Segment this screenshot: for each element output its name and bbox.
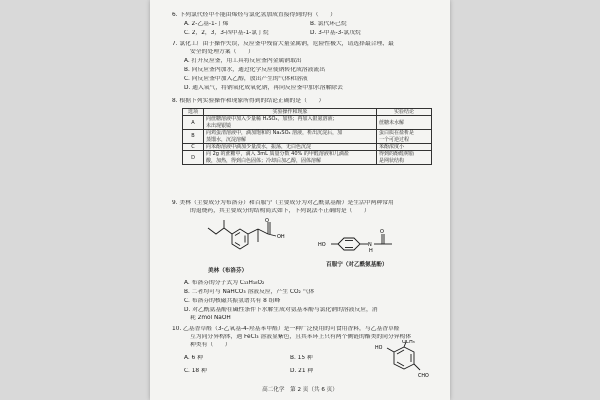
table-header-option: 选项: [183, 109, 204, 116]
q9-option-d-line1: D. 对乙酰氨基酚在碱性条件下水解生成对氨基苯酚与氯化钠的溶液反应，消: [184, 307, 378, 313]
ibuprofen-label: 美林（布洛芬）: [208, 268, 248, 274]
ibuprofen-structure: [202, 218, 312, 264]
ethyl-vanillin-ho-group: HO: [375, 346, 383, 351]
table-row: [183, 144, 432, 151]
q7-option-b: B. 向反应釜内加水，通过化学反应使钠转化成溶液流出: [184, 67, 325, 73]
page-footer: 高二化学 第 2 页（共 6 页）: [262, 387, 338, 393]
row-operation: 向蔗糖溶液中加入少量稀 H₂SO₄，加热；再加入银氨溶液； 未出现银镜: [204, 116, 377, 130]
row-operation: 向苯酚溶液中滴加少量溴水，振荡，无白色沉淀: [204, 144, 377, 151]
q7-option-a: A. 打开反应釜，用工具将反应釜内金属钠取出: [184, 58, 302, 64]
row-conclusion: 得到的酚醛树脂 是网状结构: [377, 151, 432, 165]
row-option: B: [183, 130, 204, 144]
q7-stem-line2: 安全的处理方案（ ）: [190, 49, 254, 55]
q9-option-d-line2: 耗 2mol NaOH: [190, 315, 231, 321]
paracetamol-ho-group: HO: [318, 242, 326, 248]
q9-option-a: A. 布洛芬的分子式为 C₁₃H₁₈O₂: [184, 280, 265, 286]
table-header-row: [183, 109, 432, 116]
q7-option-c: C. 向反应釜中加入乙醇，放出产生的气体和溶液: [184, 76, 308, 82]
paracetamol-o-atom: O: [380, 229, 384, 235]
q10-stem-line3: 种类有（ ）: [190, 342, 231, 348]
q10-stem-line2: 互为同分异构体，遇 FeCl₃ 溶液显紫色，且其苯环上只有两个侧链的酯类的同分异构体: [190, 334, 412, 340]
table-header-conclusion: 实验结论: [377, 109, 432, 116]
ethyl-vanillin-structure: [372, 340, 436, 384]
q10-option-d: D. 21 种: [290, 368, 314, 374]
row-conclusion: 苯酚浓度小: [377, 144, 432, 151]
table-row: [183, 130, 432, 144]
paracetamol-n-atom: N: [368, 242, 372, 248]
q9-option-b: B. 二者均可与 NaHCO₃ 溶液反应，产生 CO₂ 气体: [184, 289, 315, 295]
row-option: D: [183, 151, 204, 165]
q10-option-a: A. 6 种: [184, 355, 203, 361]
q6-option-b: B. 氯代环己烷: [310, 21, 347, 27]
q7-option-d: D. 通入氧气，将钠氧化成氧化钠，再向反应釜中加水溶解除去: [184, 85, 343, 91]
q10-stem-line1: 10. 乙基香草醛（3-乙氧基-4-羟基苯甲醛）是一种广泛使用的可食用香料，与乙基香草醛: [172, 326, 400, 332]
q7-stem-line1: 7. 氯化工厂由于操作失误，反应釜中残留大量金属钠，危险性极大，请选择最合理、最: [172, 41, 394, 47]
ethyl-vanillin-cho-group: CHO: [418, 374, 429, 379]
exam-page: [150, 0, 450, 400]
row-option: A: [183, 116, 204, 130]
q8-stem: 8. 根据下列实验操作和现象所得到的结论正确的是（ ）: [172, 98, 325, 104]
row-operation: 向 2g 的蔗糖中，滴入 3mL 质量分数 40% 的甲醛溶液和几滴盐 酸，加热，得到白色固体；冷却后加乙醇，固体溶解: [204, 151, 377, 165]
row-operation: 向鸡蛋清溶液中，滴加饱和的 Na₂SO₄ 溶液，析出沉淀后，加 蒸馏水，沉淀溶解: [204, 130, 377, 144]
q10-option-b: B. 15 种: [290, 355, 313, 361]
table-row: [183, 116, 432, 130]
paracetamol-label: 百服宁（对乙酰氨基酚）: [326, 262, 388, 268]
q9-option-c: C. 布洛芬的核磁共振氢谱共有 8 组峰: [184, 298, 281, 304]
q8-experiment-table: [182, 108, 432, 165]
q6-option-a: A. 2-乙基-1-丁烯: [184, 21, 229, 27]
q10-option-c: C. 18 种: [184, 368, 207, 374]
table-header-operation: 实验操作和现象: [204, 109, 377, 116]
q9-stem-line1: 9. 美林（主要成分为布洛芬）和百服宁（主要成分为对乙酰氨基酚）是生活中两种常用: [172, 200, 394, 206]
ibuprofen-oh-group: OH: [277, 234, 285, 240]
q6-stem: 6. 下列氯代烃中不能由烯烃与氯化氢加成直接得到的有（ ）: [172, 12, 336, 18]
paracetamol-h-atom: H: [369, 248, 373, 254]
ethyl-vanillin-och3-group: OCH₃: [402, 340, 415, 345]
table-row: [183, 151, 432, 165]
row-option: C: [183, 144, 204, 151]
ibuprofen-o-atom: O: [265, 218, 269, 224]
q9-stem-line2: 的退烧药，其主要成分的结构简式如下，下列说法不正确的是（ ）: [190, 208, 370, 214]
q6-option-d: D. 3-甲基-3-氯戊烷: [310, 30, 361, 36]
row-conclusion: 蛋白质在盐析是 一个可逆过程: [377, 130, 432, 144]
q6-option-c: C. 2，2，3，3-四甲基-1-氯丁烷: [184, 30, 269, 36]
row-conclusion: 蔗糖未水解: [377, 116, 432, 130]
paracetamol-structure: [318, 228, 418, 258]
